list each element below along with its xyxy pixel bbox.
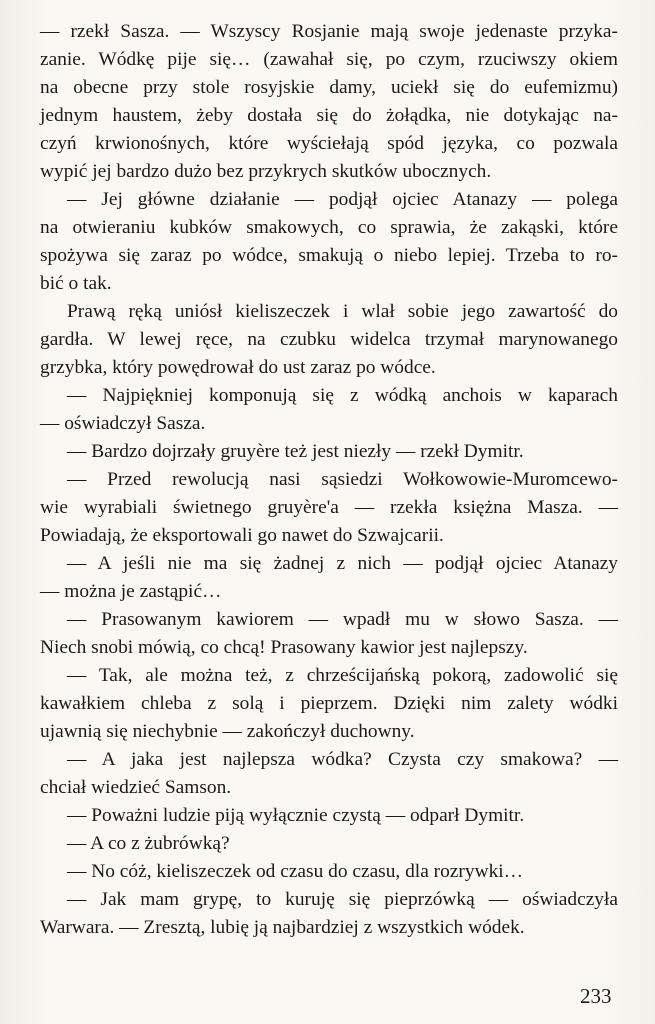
- text-line: bić o tak.: [40, 273, 112, 294]
- text-line: — Bardzo dojrzały gruyère też jest niezły — rzekł Dymitr.: [67, 441, 524, 462]
- text-line: jednym haustem, żeby dostała się do żołądka, nie dotykając na-: [40, 105, 618, 126]
- text-line: czyń krwionośnych, które wyściełają spód języka, co pozwala: [40, 133, 618, 154]
- text-line: Powiadają, że eksportowali go nawet do Szwajcarii.: [40, 525, 444, 546]
- text-line: na otwieraniu kubków smakowych, co sprawia, że zakąski, które: [40, 217, 618, 238]
- text-line: Niech snobi mówią, co chcą! Prasowany kawior jest najlepszy.: [40, 637, 528, 658]
- text-line: zanie. Wódkę pije się… (zawahał się, po czym, rzuciwszy okiem: [40, 49, 618, 70]
- text-line: — Najpiękniej komponują się z wódką anchois w kaparach: [67, 385, 618, 406]
- text-line: Warwara. — Zresztą, lubię ją najbardziej z wszystkich wódek.: [40, 917, 525, 938]
- text-line: — Tak, ale można też, z chrześcijańską pokorą, zadowolić się: [67, 665, 618, 686]
- text-line: spożywa się zaraz po wódce, smakują o niebo lepiej. Trzeba to ro-: [40, 245, 618, 266]
- body-text: [40, 18, 618, 942]
- text-line: — A jaka jest najlepsza wódka? Czysta czy smakowa? —: [67, 749, 618, 770]
- text-line: — No cóż, kieliszeczek od czasu do czasu, dla rozrywki…: [67, 861, 524, 882]
- text-line: grzybka, który powędrował do ust zaraz po wódce.: [40, 357, 436, 378]
- text-line: chciał wiedzieć Samson.: [40, 777, 232, 798]
- text-line: gardła. W lewej ręce, na czubku widelca trzymał marynowanego: [40, 329, 618, 350]
- text-line: — rzekł Sasza. — Wszyscy Rosjanie mają swoje jedenaste przyka-: [40, 21, 618, 42]
- text-line: — A jeśli nie ma się żadnej z nich — podjął ojciec Atanazy: [67, 553, 618, 574]
- text-line: — Jak mam grypę, to kuruję się pieprzówką — oświadczyła: [67, 889, 618, 910]
- text-line: — oświadczył Sasza.: [40, 413, 206, 434]
- text-line: — Poważni ludzie piją wyłącznie czystą — odparł Dymitr.: [67, 805, 525, 826]
- text-line: — można je zastąpić…: [40, 581, 222, 602]
- text-line: — A co z żubrówką?: [67, 833, 230, 854]
- text-line: wie wyrabiali świetnego gruyère'a — rzekła księżna Masza. —: [40, 497, 618, 518]
- text-line: — Prasowanym kawiorem — wpadł mu w słowo Sasza. —: [67, 609, 618, 630]
- text-line: Prawą ręką uniósł kieliszeczek i wlał sobie jego zawartość do: [67, 301, 618, 322]
- page-number: 233: [580, 984, 612, 1008]
- text-line: ujawnią się niechybnie — zakończył duchowny.: [40, 721, 415, 742]
- text-line: kawałkiem chleba z solą i pieprzem. Dzięki nim zalety wódki: [40, 693, 618, 714]
- text-line: — Przed rewolucją nasi sąsiedzi Wołkowowie-Muromcewo-: [67, 469, 618, 490]
- text-line: — Jej główne działanie — podjął ojciec Atanazy — polega: [67, 189, 618, 210]
- text-line: na obecne przy stole rosyjskie damy, uciekł się do eufemizmu): [40, 77, 618, 98]
- text-line: wypić jej bardzo dużo bez przykrych skutków ubocznych.: [40, 161, 492, 182]
